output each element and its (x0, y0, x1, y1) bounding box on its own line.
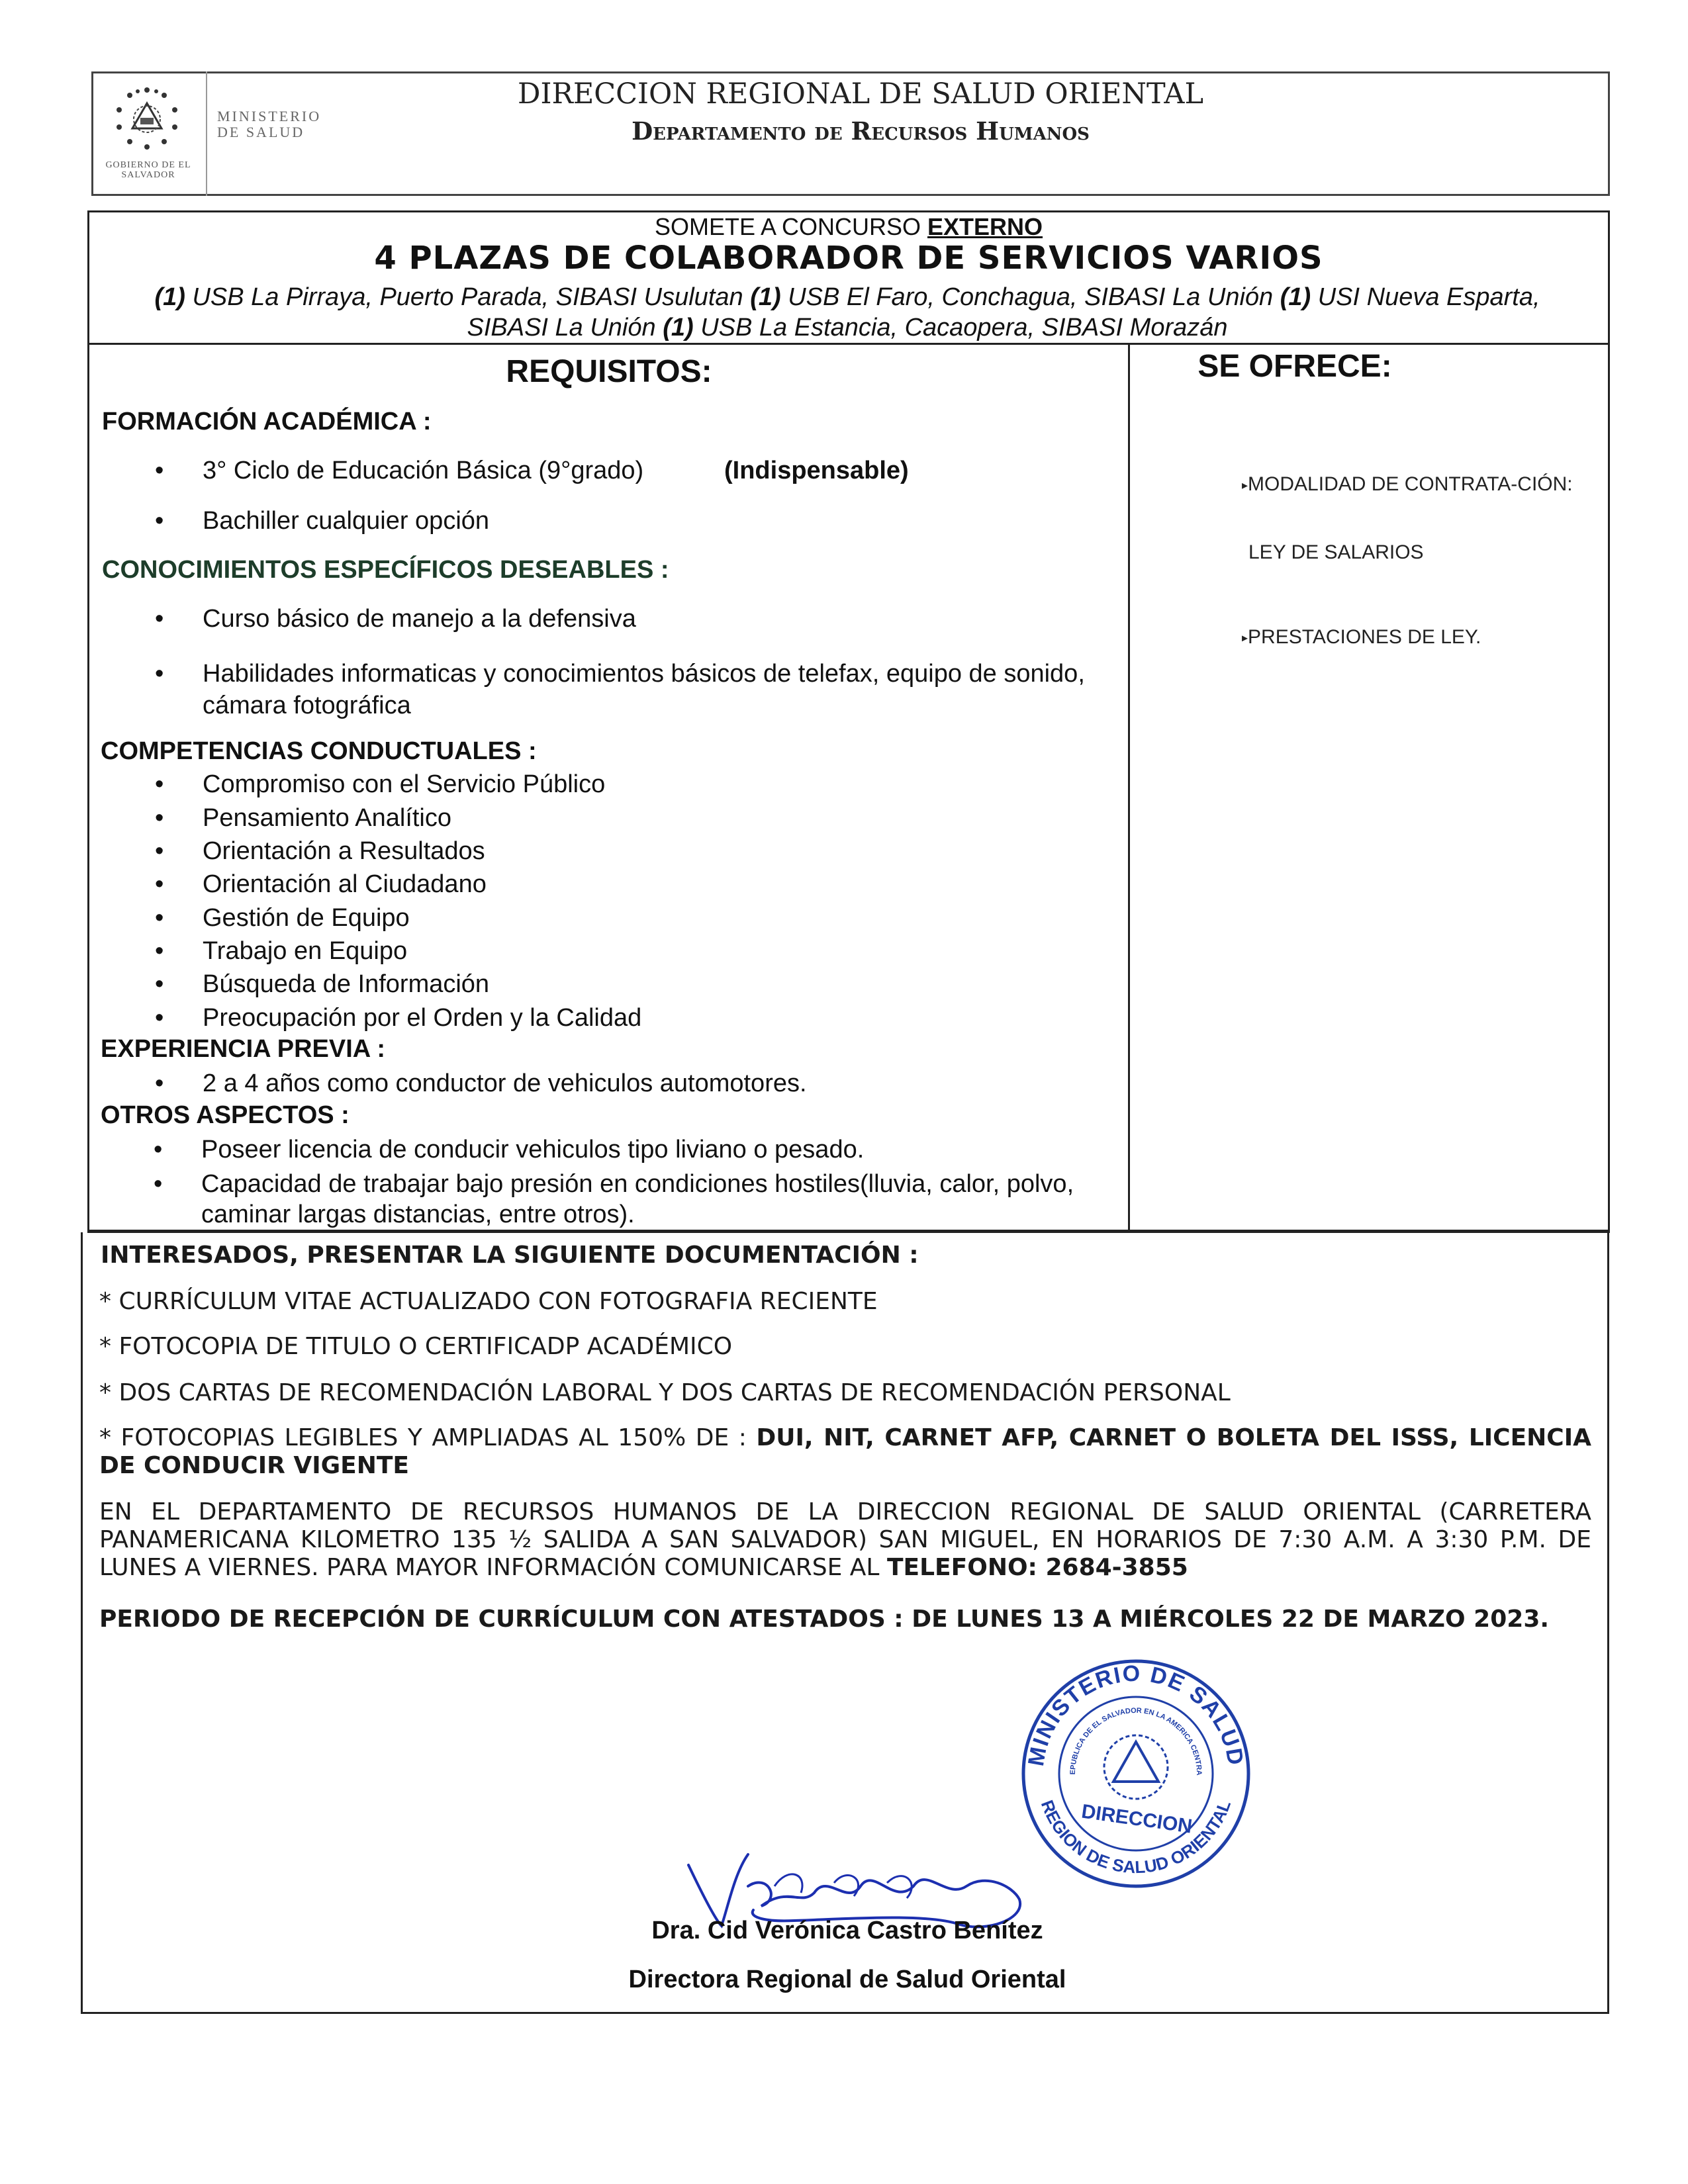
prestaciones-label: ▸PRESTACIONES DE LEY. (1242, 626, 1481, 648)
lugar-paragraph: EN EL DEPARTAMENTO DE RECURSOS HUMANOS DE LA DIRECCION REGIONAL DE SALUD ORIENTAL (CARRETERA PANAMERICANA KILOMETRO 135 ½ SALIDA A SAN SALVADOR) SAN MIGUEL, EN HORARIOS DE 7:30 A.M. A 3:30 P.M. DE LUNES A VIERNES. PARA MAYOR INFORMACIÓN COMUNICARSE AL TELEFONO: 2684-3855 (99, 1498, 1591, 1581)
list-item: • Búsqueda de Información (155, 970, 490, 998)
list-item: • Habilidades informaticas y conocimientos básicos de telefax, equipo de sonido, cámara fotográfica (155, 660, 1085, 719)
conocimientos-title: CONOCIMIENTOS ESPECÍFICOS DESEABLES : (102, 556, 669, 584)
seal-center-text: DIRECCION (1080, 1800, 1194, 1838)
seal-inner-text: EPUBLICA DE EL SALVADOR EN LA AMERICA CENTRA (1068, 1706, 1203, 1776)
column-divider (1128, 343, 1130, 1233)
signature-box-bottom (81, 2012, 1609, 2014)
competencias-title: COMPETENCIAS CONDUCTUALES : (101, 737, 537, 765)
formacion-title: FORMACIÓN ACADÉMICA : (102, 408, 432, 435)
list-item: • Curso básico de manejo a la defensiva (155, 605, 636, 633)
list-item: • Preocupación por el Orden y la Calidad (155, 1004, 642, 1032)
list-item: • Gestión de Equipo (155, 904, 410, 932)
list-item: • Orientación a Resultados (155, 837, 485, 865)
ofrece-heading: SE OFRECE: (1197, 349, 1392, 384)
doc-item: * DOS CARTAS DE RECOMENDACIÓN LABORAL Y DOS CARTAS DE RECOMENDACIÓN PERSONAL (99, 1379, 1231, 1406)
list-item: • Bachiller cualquier opción (155, 507, 490, 535)
seal-icon (1017, 1655, 1255, 1893)
government-label: GOBIERNO DE EL SALVADOR (105, 160, 191, 180)
divider (87, 1231, 1610, 1233)
documentacion-title: INTERESADOS, PRESENTAR LA SIGUIENTE DOCUMENTACIÓN : (101, 1242, 919, 1269)
official-seal (1017, 1655, 1255, 1896)
periodo-paragraph: PERIODO DE RECEPCIÓN DE CURRÍCULUM CON ATESTADOS : DE LUNES 13 A MIÉRCOLES 22 DE MARZO 2023. (99, 1606, 1550, 1633)
ley-salarios-label: LEY DE SALARIOS (1248, 541, 1424, 563)
list-item: • 2 a 4 años como conductor de vehiculos automotores. (155, 1069, 807, 1097)
list-item: • Compromiso con el Servicio Público (155, 770, 606, 798)
ministerio-label: MINISTERIO DE SALUD (217, 108, 322, 140)
otros-title: OTROS ASPECTOS : (101, 1101, 350, 1129)
doc-item: * FOTOCOPIA DE TITULO O CERTIFICADP ACADÉMICO (99, 1333, 733, 1360)
doc-item-fotocopias: * FOTOCOPIAS LEGIBLES Y AMPLIADAS AL 150% DE : DUI, NIT, CARNET AFP, CARNET O BOLETA DEL ISSS, LICENCIA DE CONDUCIR VIGENTE (99, 1424, 1591, 1479)
page-title: DIRECCION REGIONAL DE SALUD ORIENTAL (517, 77, 1203, 111)
signature-box-left (81, 1232, 83, 2013)
indispensable-label: (Indispensable) (724, 457, 909, 484)
signature-box-right (1607, 1232, 1609, 2013)
department-title: Departamento de Recursos Humanos (632, 116, 1090, 146)
modalidad-label: ▸MODALIDAD DE CONTRATA-CIÓN: (1242, 473, 1573, 495)
government-logo (91, 71, 207, 196)
list-item: • 3° Ciclo de Educación Básica (9°grado) (155, 457, 644, 484)
seal-bottom-text: REGION DE SALUD ORIENTAL (1037, 1797, 1235, 1878)
locations-list: (1) USB La Pirraya, Puerto Parada, SIBASI Usulutan (1) USB El Faro, Conchagua, SIBASI La Unión (1) USI Nueva Esparta, SIBASI La Unión (1) USB La Estancia, Cacaopera, SIBASI Morazán (154, 283, 1540, 341)
requisitos-heading: REQUISITOS: (506, 354, 712, 389)
plazas-title: 4 PLAZAS DE COLABORADOR DE SERVICIOS VARIOS (374, 240, 1323, 277)
externo-label: EXTERNO (927, 213, 1043, 240)
list-item: • Orientación al Ciudadano (155, 870, 487, 898)
doc-item: * CURRÍCULUM VITAE ACTUALIZADO CON FOTOGRAFIA RECIENTE (99, 1288, 878, 1315)
experiencia-title: EXPERIENCIA PREVIA : (101, 1035, 386, 1063)
coat-of-arms-icon (101, 81, 193, 157)
signer-name: Dra. Cid Verónica Castro Benítez (651, 1917, 1043, 1944)
list-item: • Trabajo en Equipo (155, 937, 408, 965)
list-item: • Capacidad de trabajar bajo presión en condiciones hostiles(lluvia, calor, polvo, caminar largas distancias, entre otros). (154, 1170, 1074, 1228)
divider (87, 343, 1610, 345)
concurso-label: SOMETE A CONCURSO EXTERNO (654, 213, 1043, 240)
signer-title: Directora Regional de Salud Oriental (628, 1966, 1066, 1993)
list-item: • Pensamiento Analítico (155, 804, 452, 832)
seal-top-text: MINISTERIO DE SALUD (1023, 1661, 1248, 1768)
list-item: • Poseer licencia de conducir vehiculos tipo liviano o pesado. (154, 1136, 865, 1163)
